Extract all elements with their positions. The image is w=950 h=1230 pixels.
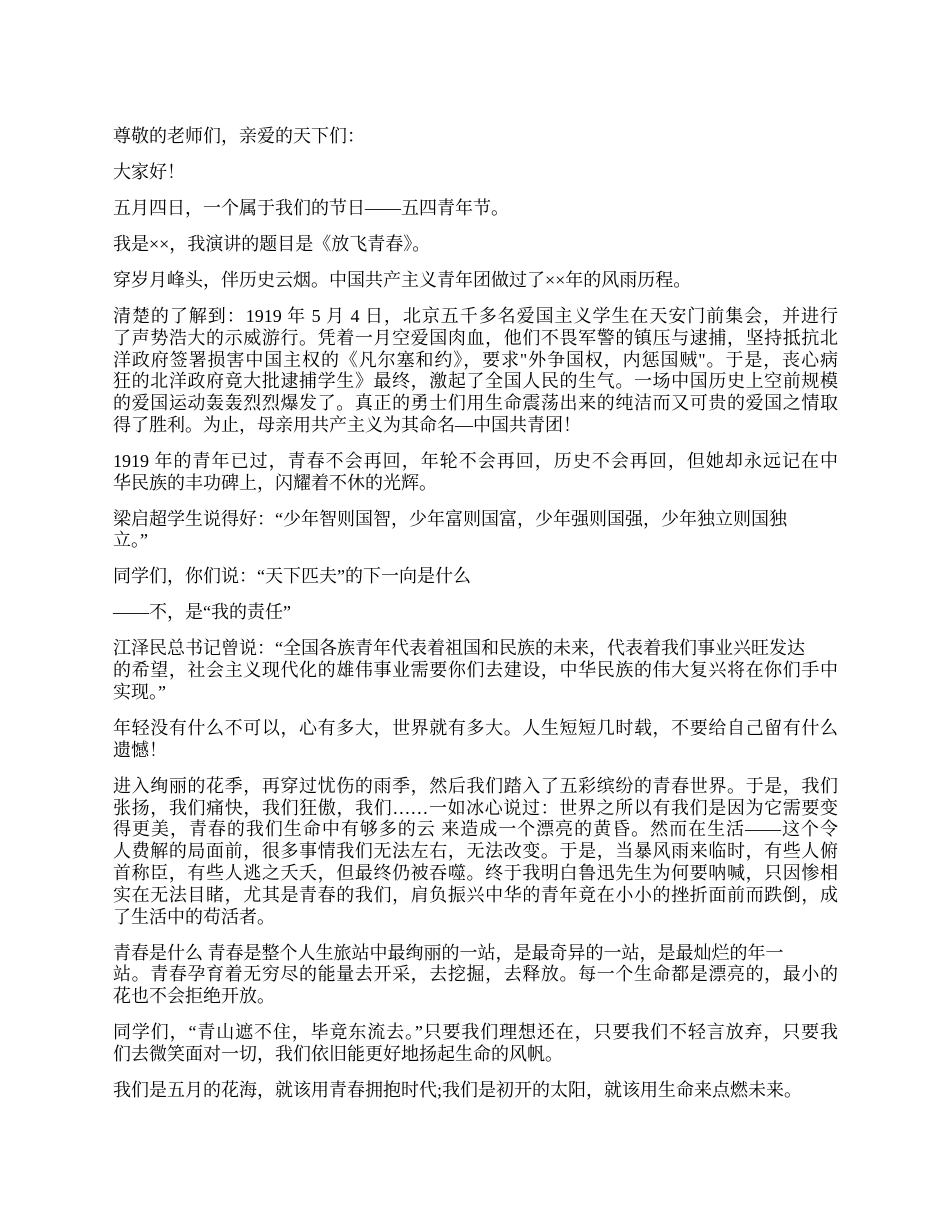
paragraph-hello	[113, 162, 950, 184]
paragraph	[113, 509, 950, 553]
text-line: 得更美，青春的我们生命中有够多的云 来造成一个漂亮的黄昏。然而在生活——这个令	[113, 819, 838, 840]
paragraph-greeting	[113, 126, 950, 148]
paragraph	[113, 198, 950, 220]
paragraph	[113, 451, 950, 495]
text-line: 实现。”	[113, 682, 166, 703]
text-line: 五月四日，一个属于我们的节日——五四青年节。	[113, 197, 509, 218]
text-line: 梁启超学生说得好：“少年智则国智，少年富则国富，少年强则国强，少年独立则国独	[113, 508, 787, 529]
paragraph	[113, 602, 950, 624]
paragraph-closing	[113, 1080, 950, 1102]
text-line: 立。”	[113, 530, 148, 551]
paragraph	[113, 638, 950, 703]
paragraph	[113, 306, 950, 437]
text-line: 年轻没有什么不可以，心有多大，世界就有多大。人生短短几时载，不要给自己留有什么	[113, 718, 838, 738]
text-line: 花也不会拒绝开放。	[113, 986, 275, 1007]
text-line: 进入绚丽的花季，再穿过忧伤的雨季，然后我们踏入了五彩缤纷的青春世界。于是，我们	[113, 775, 838, 796]
text-line: 得了胜利。为止，母亲用共产主义为其命名—中国共青团！	[113, 414, 581, 435]
text-line: 人费解的局面前，很多事情我们无法左右，无法改变。于是，当暴风雨来临时，有些人俯	[113, 841, 838, 862]
paragraph	[113, 943, 950, 1008]
text-line: 了声势浩大的示威游行。凭着一月空爱国肉血，他们不畏军警的镇压与逮捕，坚持抵抗北	[113, 327, 838, 348]
text-line: 清楚的了解到：1919 年 5 月 4 日，北京五千多名爱国主义学生在天安门前集会，并进行	[113, 305, 838, 326]
text-line: ——不，是“我的责任”	[113, 602, 291, 623]
text-line: 张扬，我们痛快，我们狂傲，我们……一如冰心说过：世界之所以有我们是因为它需要变	[113, 797, 838, 818]
text-line: 1919 年的青年已过，青春不会再回，年轮不会再回，历史不会再回，但她却永远记在中	[113, 450, 838, 471]
paragraph	[113, 718, 950, 762]
text-line: 站。青春孕育着无穷尽的能量去开采，去挖掘，去释放。每一个生命都是漂亮的，最小的	[113, 964, 838, 985]
text-line: 我是××，我演讲的题目是《放飞青春》。	[113, 233, 431, 254]
text-line: 实在无法目睹，尤其是青春的我们，肩负振兴中华的青年竟在小小的挫折面前而跌倒，成	[113, 884, 838, 905]
text-line: 尊敬的老师们，亲爱的天下们：	[113, 126, 365, 146]
text-line: 同学们，你们说：“天下匹夫”的下一向是什么	[113, 566, 471, 587]
text-line: 了生活中的苟活者。	[113, 906, 275, 927]
text-line: 遗憾！	[113, 739, 167, 760]
text-line: 穿岁月峰头，伴历史云烟。中国共产主义青年团做过了××年的风雨历程。	[113, 269, 692, 290]
paragraph	[113, 270, 950, 292]
text-line: 江泽民总书记曾说：“全国各族青年代表着祖国和民族的未来，代表着我们事业兴旺发达	[113, 638, 805, 659]
text-line: 洋政府签署损害中国主权的《凡尔塞和约》，要求"外争国权，内惩国贼"。于是，丧心病	[113, 349, 838, 370]
text-line: 狂的北洋政府竟大批逮捕学生》最终，激起了全国人民的生气。一场中国历史上空前规模	[113, 371, 838, 392]
text-line: 的爱国运动轰轰烈烈爆发了。真正的勇士们用生命震荡出来的纯洁而又可贵的爱国之情取	[113, 393, 838, 414]
paragraph	[113, 776, 950, 929]
text-line: 首称臣，有些人逃之夭夭，但最终仍被吞噬。终于我明白鲁迅先生为何要呐喊，只因惨相	[113, 862, 838, 883]
paragraph	[113, 566, 950, 588]
text-line: 青春是什么 青春是整个人生旅站中最绚丽的一站，是最奇异的一站，是最灿烂的年一	[113, 942, 784, 963]
text-line: 我们是五月的花海，就该用青春拥抱时代;我们是初开的太阳，就该用生命来点燃未来。	[113, 1079, 802, 1100]
text-line: 同学们，“青山遮不住，毕竟东流去。”只要我们理想还在，只要我们不轻言放弃，只要我	[113, 1022, 838, 1043]
text-line: 的希望，社会主义现代化的雄伟事业需要你们去建设，中华民族的伟大复兴将在你们手中	[113, 660, 838, 681]
paragraph	[113, 234, 950, 256]
text-line: 们去微笑面对一切，我们依旧能更好地扬起生命的风帆。	[113, 1043, 563, 1064]
paragraph	[113, 1022, 950, 1066]
text-line: 大家好！	[113, 161, 185, 182]
text-line: 华民族的丰功碑上，闪耀着不休的光辉。	[113, 472, 437, 493]
